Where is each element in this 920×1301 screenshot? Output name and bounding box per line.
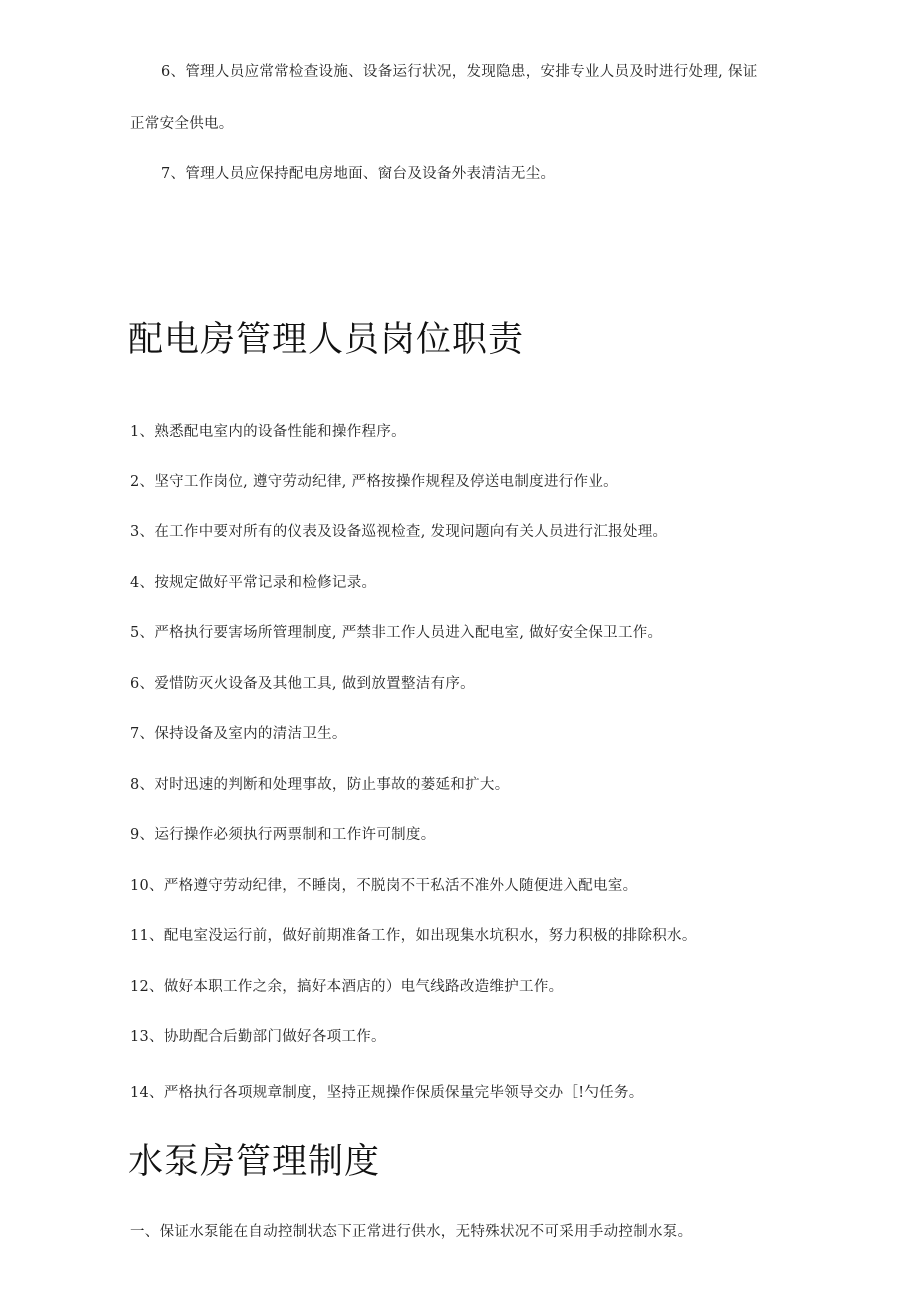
duty-item: 11、配电室没运行前，做好前期准备工作，如出现集水坑积水，努力积极的排除积水。 [130,928,697,944]
duty-item: 12、做好本职工作之余，搞好本酒店的）电气线路改造维护工作。 [130,979,564,995]
duty-item: 3、在工作中要对所有的仪表及设备巡视检查, 发现问题向有关人员进行汇报处理。 [130,524,668,540]
duties-section-title: 配电房管理人员岗位职责 [128,320,525,360]
duty-item: 13、协助配合后勤部门做好各项工作。 [130,1029,386,1045]
rule-item-6-line-1: 6、管理人员应常常检查设施、设备运行状况，发现隐患，安排专业人员及时进行处理, 保证 [161,64,758,80]
duty-item: 10、严格遵守劳动纪律，不睡岗，不脱岗不干私活不准外人随便进入配电室。 [130,878,638,894]
pump-rule-item-1: 一、保证水泵能在自动控制状态下正常进行供水，无特殊状况不可采用手动控制水泵。 [130,1224,693,1240]
duty-item: 4、按规定做好平常记录和检修记录。 [130,575,377,591]
duty-item: 8、对时迅速的判断和处理事故，防止事故的蒌延和扩大。 [130,777,510,793]
duty-item: 7、保持设备及室内的清洁卫生。 [130,726,347,742]
duty-item: 1、熟悉配电室内的设备性能和操作程序。 [130,424,406,440]
pump-room-section-title: 水泵房管理制度 [128,1142,381,1182]
duty-item: 5、严格执行要害场所管理制度, 严禁非工作人员进入配电室, 做好安全保卫工作。 [130,625,663,641]
duty-item: 14、严格执行各项规章制度，坚持正规操作保质保量完毕领导交办［!勺任务。 [130,1085,644,1101]
rule-item-7: 7、管理人员应保持配电房地面、窗台及设备外表清洁无尘。 [161,166,556,182]
duty-item: 9、运行操作必须执行两票制和工作许可制度。 [130,827,436,843]
duty-item: 2、坚守工作岗位, 遵守劳动纪律, 严格按操作规程及停送电制度进行作业。 [130,474,618,490]
duty-item: 6、爱惜防灭火设备及其他工具, 做到放置整洁有序。 [130,676,475,692]
rule-item-6-line-2: 正常安全供电。 [130,116,234,132]
